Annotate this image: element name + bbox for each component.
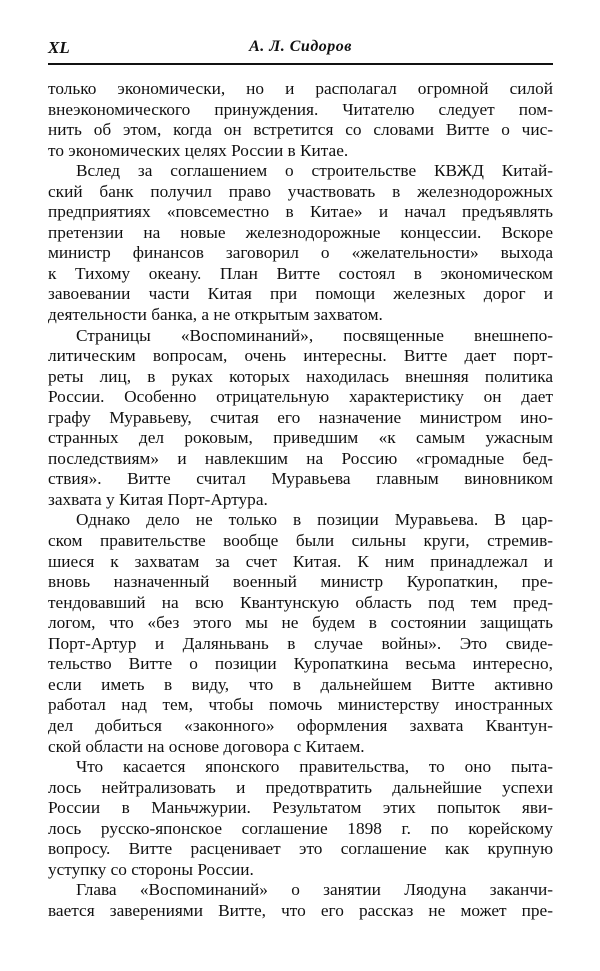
text-line: Однако дело не только в позиции Муравьева. В цар- — [76, 510, 553, 530]
paragraph — [48, 161, 553, 325]
text-line: логом, что «без этого мы не будем в состоянии защищать — [48, 613, 553, 633]
paragraph — [48, 510, 553, 757]
text-line: России в Маньчжурии. Результатом этих попыток яви- — [48, 798, 553, 818]
text-line: России. Особенно отрицательную характеристику он дает — [48, 387, 553, 407]
text-line: министр финансов заговорил о «желательности» выхода — [48, 243, 553, 263]
text-line: вается заверениями Витте, что его рассказ не может пре- — [48, 900, 553, 920]
text-line: лось нейтрализовать и предотвратить дальнейшие успехи — [48, 777, 553, 797]
page-header — [48, 38, 553, 62]
text-line: внеэкономического принуждения. Читателю следует пом- — [48, 99, 553, 119]
text-line: нить об этом, когда он встретится со словами Витте о чис- — [48, 120, 553, 140]
paragraph — [48, 757, 553, 880]
text-line: вопросу. Витте расценивает это соглашение как крупную — [48, 839, 553, 859]
paragraph — [48, 326, 553, 511]
text-line: странных дел роковым, приведшим «к самым ужасным — [48, 428, 553, 448]
text-line: только экономически, но и располагал огромной силой — [48, 79, 553, 98]
text-line: последствиям» и навлекшим на Россию «громадные бед- — [48, 448, 553, 468]
text-line: тендовавший на всю Квантунскую область под тем пред- — [48, 592, 553, 612]
text-line: уступку со стороны России. — [48, 859, 254, 879]
text-line: ском правительстве вообще были сильны круги, стремив- — [48, 531, 553, 551]
text-line: шиеся к захватам за счет Китая. К ним принадлежал и — [48, 551, 553, 571]
text-line: литическим вопросам, очень интересны. Витте дает порт- — [48, 346, 553, 366]
text-line: претензии на новые железнодорожные концессии. Вскоре — [48, 222, 553, 242]
text-line: вновь назначенный военный министр Куропаткин, пре- — [48, 572, 553, 592]
text-line: работал над тем, чтобы помочь министерству иностранных — [48, 695, 553, 715]
paragraph — [48, 880, 553, 921]
text-line: реты лиц, в руках которых находилась внешняя политика — [48, 366, 553, 386]
text-line: ский банк получил право участвовать в железнодорожных — [48, 181, 553, 201]
header-rule — [48, 63, 553, 65]
text-line: Вслед за соглашением о строительстве КВЖД Китай- — [76, 161, 553, 181]
running-title: А. Л. Сидоров — [249, 38, 352, 55]
text-line: если иметь в виду, что в дальнейшем Витте активно — [48, 674, 553, 694]
text-line: тельство Витте о позиции Куропаткина весьма интересно, — [48, 654, 553, 674]
paragraph — [48, 79, 553, 161]
body-text — [48, 79, 553, 921]
text-line: дел добиться «законного» оформления захвата Квантун- — [48, 715, 553, 735]
text-line: к Тихому океану. План Витте состоял в экономическом — [48, 263, 553, 283]
text-line: Порт-Артур и Даляньвань в случае войны». Это свиде- — [48, 633, 553, 653]
text-line: ствия». Витте считал Муравьева главным виновником — [48, 469, 553, 489]
text-line: Глава «Воспоминаний» о занятии Ляодуна заканчи- — [76, 880, 553, 900]
text-line: Что касается японского правительства, то оно пыта- — [76, 757, 553, 777]
text-line: завоевании части Китая при помощи железных дорог и — [48, 284, 553, 304]
text-line: графу Муравьеву, считая его назначение министром ино- — [48, 407, 553, 427]
page-number: XL — [48, 38, 70, 57]
text-line: ской области на основе договора с Китаем. — [48, 736, 365, 756]
text-line: предприятиях «повсеместно в Китае» и начал предъявлять — [48, 202, 553, 222]
text-line: деятельности банка, а не открытым захватом. — [48, 305, 383, 325]
text-line: захвата у Китая Порт-Артура. — [48, 489, 268, 509]
text-line: лось русско-японское соглашение 1898 г. по корейскому — [48, 818, 553, 838]
text-line: то экономических целях России в Китае. — [48, 140, 349, 160]
text-line: Страницы «Воспоминаний», посвященные внешнепо- — [76, 325, 553, 345]
